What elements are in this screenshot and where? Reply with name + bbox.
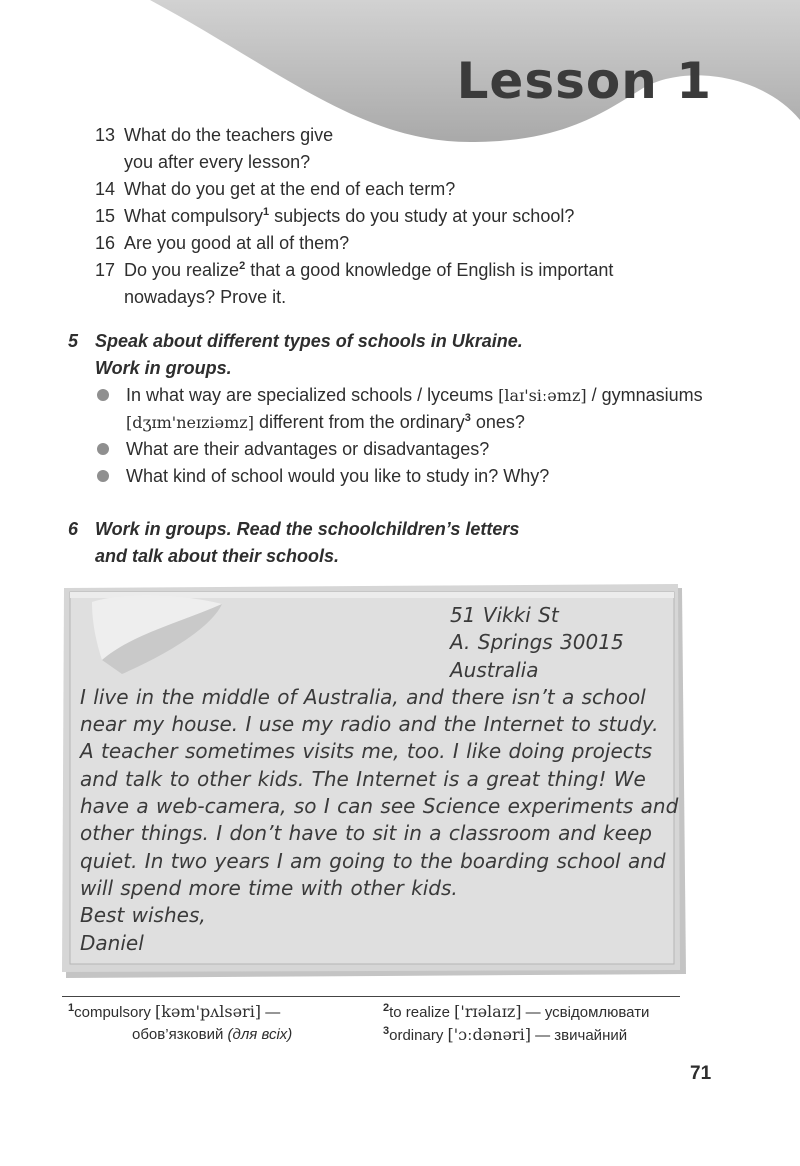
- bullet-item: In what way are specialized schools / lyceums [laɪ'siːəmz] / gymnasiums [dʒɪm'neɪziəmz] different from the ordinary$^3$ ones?: [95, 382, 708, 436]
- task-number: 5: [68, 331, 79, 351]
- question-text: What do the teachers give you after every lesson?: [124, 125, 334, 172]
- letter-body: I live in the middle of Australia, and there isn’t a school near my house. I use my radio and the Internet to study. A teacher sometimes visits me, too. I like doing projects and talk to other kids. The Internet is a great thing! We have a web-camera, so I can see Science experiments and other things. I don’t have to sit in a classroom and keep quiet. In two years I am going to the boarding school and will spend more time with other kids.: [80, 684, 679, 900]
- bullet-dot-icon: [97, 470, 109, 482]
- transcription: ['ɔːdənəri]: [447, 1025, 531, 1044]
- letter-address: 51 Vikki St A. Springs 30015 Australia: [450, 603, 624, 682]
- bullet-item: What are their advantages or disadvantages?: [95, 436, 708, 463]
- question-number: 13: [95, 125, 116, 145]
- task-instruction: 5 Speak about different types of schools in Ukraine. Work in groups.: [68, 328, 708, 382]
- transcription: ['rɪəlaɪz]: [454, 1002, 522, 1021]
- letter-signature: Daniel: [80, 930, 144, 955]
- page-number: 71: [690, 1063, 712, 1084]
- question-number: 15: [95, 206, 116, 226]
- task-number: 6: [68, 519, 79, 539]
- transcription: [laɪ'siːəmz]: [498, 386, 587, 405]
- question-number: 16: [95, 233, 116, 253]
- question-number: 14: [95, 179, 116, 199]
- footnote-ref: 2: [239, 260, 246, 272]
- letter-closing: Best wishes,: [80, 903, 206, 928]
- question-item: [95, 122, 715, 176]
- bullet-dot-icon: [97, 389, 109, 401]
- footnote-3: $^3$ordinary ['ɔːdənəri] — звичайний: [383, 1025, 628, 1044]
- footnote-divider: [62, 996, 680, 997]
- question-text: What compulsory$^1$ subjects do you study at your school?: [124, 206, 575, 226]
- footnote-2: $^2$to realize ['rɪəlaɪz] — усвідомлювати: [383, 1002, 650, 1021]
- question-list: [95, 122, 715, 311]
- question-item: [95, 257, 715, 311]
- bullet-dot-icon: [97, 443, 109, 455]
- task-5: [68, 328, 708, 490]
- lesson-title: Lesson 1: [456, 52, 712, 110]
- footnote-ref: 1: [263, 206, 270, 218]
- question-item: [95, 176, 715, 203]
- letter-card: [62, 582, 688, 980]
- footnote-ref: 3: [464, 412, 471, 424]
- transcription: [kəm'pʌlsəri]: [154, 1002, 262, 1021]
- question-text: Are you good at all of them?: [124, 233, 350, 253]
- question-item: [95, 203, 715, 230]
- letter-text: [80, 602, 680, 957]
- task-instruction: 6 Work in groups. Read the schoolchildren’s letters and talk about their schools.: [68, 516, 708, 570]
- question-text: Do you realize$^2$ that a good knowledge of English is important nowadays? Prove it.: [124, 260, 614, 307]
- question-text: What do you get at the end of each term?: [124, 179, 456, 199]
- question-number: 17: [95, 260, 116, 280]
- bullet-item: What kind of school would you like to study in? Why?: [95, 463, 708, 490]
- bullet-list: [68, 382, 708, 490]
- transcription: [dʒɪm'neɪziəmz]: [126, 413, 254, 432]
- question-item: [95, 230, 715, 257]
- footnote-1: $^1$compulsory [kəm'pʌlsəri] — обов’язковий (для всіх): [68, 1002, 293, 1043]
- task-6: [68, 516, 708, 570]
